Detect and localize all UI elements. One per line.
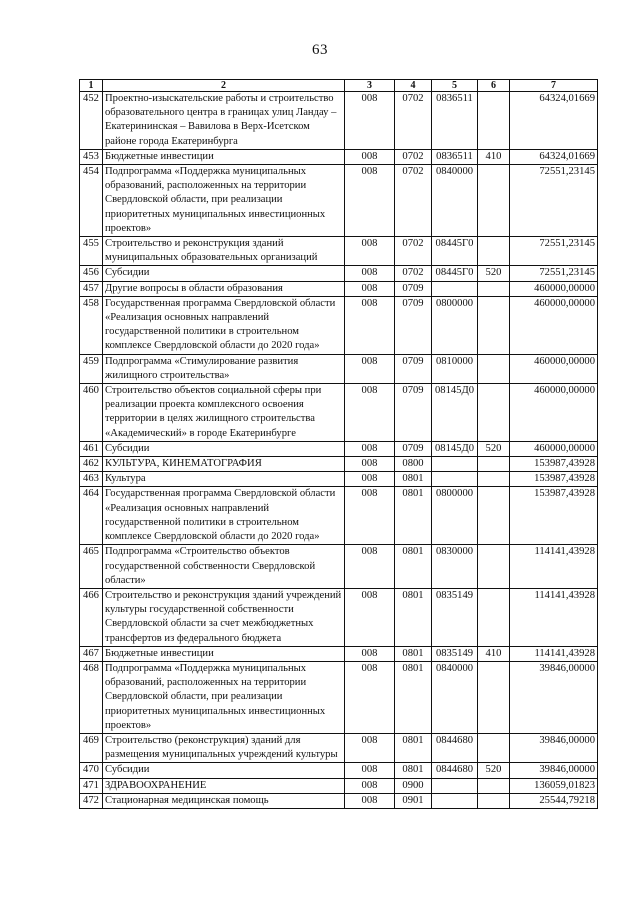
row-code-5: 08145Д0 (432, 384, 478, 442)
row-name: Субсидии (103, 441, 345, 456)
table-row (80, 266, 598, 281)
row-number: 460 (80, 384, 103, 442)
row-code-6 (478, 487, 510, 545)
row-number: 454 (80, 165, 103, 237)
row-name: Бюджетные инвестиции (103, 646, 345, 661)
row-name: Проектно-изыскательские работы и строительство образовательного центра в границах улиц Ландау – Екатерининская – Вавилова в Верх-Исетском районе города Екатеринбурга (103, 92, 345, 150)
row-code-6 (478, 733, 510, 762)
table-header (80, 80, 598, 92)
row-code-3: 008 (345, 354, 395, 383)
row-code-4: 0702 (395, 149, 432, 164)
header-col-6: 6 (478, 80, 510, 92)
row-name: Культура (103, 472, 345, 487)
row-code-5: 08445Г0 (432, 237, 478, 266)
row-code-5: 0835149 (432, 588, 478, 646)
row-code-6 (478, 92, 510, 150)
row-code-3: 008 (345, 266, 395, 281)
table-row (80, 457, 598, 472)
row-code-5: 0836511 (432, 149, 478, 164)
row-code-4: 0801 (395, 661, 432, 733)
row-amount: 64324,01669 (510, 149, 598, 164)
row-number: 465 (80, 545, 103, 589)
row-number: 468 (80, 661, 103, 733)
row-number: 452 (80, 92, 103, 150)
row-name: Подпрограмма «Строительство объектов государственной собственности Свердловской области» (103, 545, 345, 589)
header-col-3: 3 (345, 80, 395, 92)
row-code-4: 0709 (395, 281, 432, 296)
row-amount: 72551,23145 (510, 266, 598, 281)
row-code-5: 0844680 (432, 733, 478, 762)
row-code-5: 0810000 (432, 354, 478, 383)
row-name: КУЛЬТУРА, КИНЕМАТОГРАФИЯ (103, 457, 345, 472)
row-name: Строительство и реконструкция зданий муниципальных образовательных организаций (103, 237, 345, 266)
row-code-5: 0840000 (432, 165, 478, 237)
row-code-3: 008 (345, 384, 395, 442)
row-code-4: 0801 (395, 545, 432, 589)
table-row (80, 661, 598, 733)
row-code-3: 008 (345, 296, 395, 354)
row-amount: 39846,00000 (510, 763, 598, 778)
row-code-6 (478, 165, 510, 237)
row-code-6: 410 (478, 149, 510, 164)
row-code-5: 0800000 (432, 296, 478, 354)
row-amount: 460000,00000 (510, 384, 598, 442)
row-name: Строительство объектов социальной сферы при реализации проекта комплексного освоения территории в целях жилищного строительства «Академический» в городе Екатеринбурге (103, 384, 345, 442)
row-amount: 72551,23145 (510, 237, 598, 266)
row-name: Подпрограмма «Стимулирование развития жилищного строительства» (103, 354, 345, 383)
page-number: 63 (312, 42, 328, 58)
table-row (80, 793, 598, 808)
row-code-3: 008 (345, 457, 395, 472)
row-number: 453 (80, 149, 103, 164)
row-code-6: 520 (478, 763, 510, 778)
table-row (80, 588, 598, 646)
row-amount: 153987,43928 (510, 487, 598, 545)
row-name: Государственная программа Свердловской области «Реализация основных направлений государственной политики в строительном комплексе Свердловской области до 2020 года» (103, 487, 345, 545)
row-name: Строительство и реконструкция зданий учреждений культуры государственной собственности Свердловской области за счет межбюджетных трансфертов из федерального бюджета (103, 588, 345, 646)
table-row (80, 296, 598, 354)
header-col-4: 4 (395, 80, 432, 92)
row-code-3: 008 (345, 237, 395, 266)
row-code-6: 410 (478, 646, 510, 661)
row-code-6 (478, 793, 510, 808)
row-code-3: 008 (345, 545, 395, 589)
row-code-5 (432, 793, 478, 808)
header-col-2: 2 (103, 80, 345, 92)
row-name: Другие вопросы в области образования (103, 281, 345, 296)
row-code-6 (478, 661, 510, 733)
row-amount: 460000,00000 (510, 281, 598, 296)
row-code-4: 0709 (395, 296, 432, 354)
budget-table (79, 79, 598, 809)
row-number: 462 (80, 457, 103, 472)
row-code-3: 008 (345, 661, 395, 733)
row-code-3: 008 (345, 763, 395, 778)
row-code-3: 008 (345, 149, 395, 164)
row-amount: 114141,43928 (510, 588, 598, 646)
table-row (80, 646, 598, 661)
row-amount: 460000,00000 (510, 296, 598, 354)
row-amount: 39846,00000 (510, 661, 598, 733)
row-number: 472 (80, 793, 103, 808)
row-code-4: 0800 (395, 457, 432, 472)
table-row (80, 487, 598, 545)
table-row (80, 545, 598, 589)
row-number: 461 (80, 441, 103, 456)
row-number: 457 (80, 281, 103, 296)
table-row (80, 472, 598, 487)
row-code-3: 008 (345, 281, 395, 296)
row-code-6 (478, 384, 510, 442)
header-col-1: 1 (80, 80, 103, 92)
row-amount: 64324,01669 (510, 92, 598, 150)
row-code-4: 0901 (395, 793, 432, 808)
row-code-6 (478, 545, 510, 589)
row-name: Строительство (реконструкция) зданий для размещения муниципальных учреждений культуры (103, 733, 345, 762)
row-code-3: 008 (345, 778, 395, 793)
row-number: 459 (80, 354, 103, 383)
row-number: 455 (80, 237, 103, 266)
row-amount: 460000,00000 (510, 354, 598, 383)
row-code-4: 0709 (395, 354, 432, 383)
row-code-5 (432, 472, 478, 487)
row-code-5: 08145Д0 (432, 441, 478, 456)
row-code-4: 0801 (395, 733, 432, 762)
row-code-6 (478, 237, 510, 266)
row-number: 458 (80, 296, 103, 354)
row-code-5: 08445Г0 (432, 266, 478, 281)
row-name: Подпрограмма «Поддержка муниципальных образований, расположенных на территории Свердловской области, при реализации приоритетных муниципальных инвестиционных проектов» (103, 165, 345, 237)
row-code-6 (478, 457, 510, 472)
row-amount: 114141,43928 (510, 646, 598, 661)
row-number: 467 (80, 646, 103, 661)
row-code-3: 008 (345, 733, 395, 762)
row-code-5: 0830000 (432, 545, 478, 589)
row-code-3: 008 (345, 472, 395, 487)
row-code-3: 008 (345, 646, 395, 661)
row-number: 463 (80, 472, 103, 487)
row-code-6: 520 (478, 441, 510, 456)
table-row (80, 237, 598, 266)
row-amount: 72551,23145 (510, 165, 598, 237)
row-name: Субсидии (103, 763, 345, 778)
row-amount: 39846,00000 (510, 733, 598, 762)
row-code-4: 0801 (395, 472, 432, 487)
row-code-5 (432, 778, 478, 793)
table-row (80, 149, 598, 164)
row-code-6 (478, 281, 510, 296)
row-code-3: 008 (345, 793, 395, 808)
row-code-4: 0900 (395, 778, 432, 793)
row-code-6 (478, 778, 510, 793)
table-row (80, 165, 598, 237)
row-name: Государственная программа Свердловской области «Реализация основных направлений государственной политики в строительном комплексе Свердловской области до 2020 года» (103, 296, 345, 354)
table-body (80, 92, 598, 809)
table-row (80, 778, 598, 793)
row-number: 464 (80, 487, 103, 545)
row-number: 466 (80, 588, 103, 646)
table-row (80, 733, 598, 762)
row-code-4: 0709 (395, 441, 432, 456)
row-code-6 (478, 588, 510, 646)
row-code-3: 008 (345, 165, 395, 237)
row-amount: 153987,43928 (510, 457, 598, 472)
row-number: 471 (80, 778, 103, 793)
row-code-3: 008 (345, 487, 395, 545)
row-code-4: 0709 (395, 384, 432, 442)
table-row (80, 384, 598, 442)
row-code-4: 0801 (395, 763, 432, 778)
row-code-4: 0702 (395, 92, 432, 150)
row-code-3: 008 (345, 92, 395, 150)
row-amount: 114141,43928 (510, 545, 598, 589)
row-number: 470 (80, 763, 103, 778)
row-code-4: 0801 (395, 646, 432, 661)
row-code-5: 0800000 (432, 487, 478, 545)
row-code-3: 008 (345, 441, 395, 456)
row-code-5 (432, 457, 478, 472)
table-row (80, 92, 598, 150)
row-code-5: 0844680 (432, 763, 478, 778)
row-code-5 (432, 281, 478, 296)
row-code-3: 008 (345, 588, 395, 646)
row-code-4: 0801 (395, 588, 432, 646)
row-code-5: 0836511 (432, 92, 478, 150)
table-row (80, 281, 598, 296)
row-code-5: 0835149 (432, 646, 478, 661)
table-row (80, 441, 598, 456)
row-code-6 (478, 354, 510, 383)
row-code-4: 0702 (395, 266, 432, 281)
row-name: Стационарная медицинская помощь (103, 793, 345, 808)
row-amount: 153987,43928 (510, 472, 598, 487)
row-amount: 460000,00000 (510, 441, 598, 456)
row-code-6 (478, 472, 510, 487)
row-number: 456 (80, 266, 103, 281)
row-code-6: 520 (478, 266, 510, 281)
row-name: Бюджетные инвестиции (103, 149, 345, 164)
table-row (80, 354, 598, 383)
row-amount: 25544,79218 (510, 793, 598, 808)
row-code-4: 0702 (395, 237, 432, 266)
table-row (80, 763, 598, 778)
row-code-6 (478, 296, 510, 354)
row-name: Подпрограмма «Поддержка муниципальных образований, расположенных на территории Свердловской области, при реализации приоритетных муниципальных инвестиционных проектов» (103, 661, 345, 733)
header-col-5: 5 (432, 80, 478, 92)
header-col-7: 7 (510, 80, 598, 92)
row-number: 469 (80, 733, 103, 762)
row-name: Субсидии (103, 266, 345, 281)
row-name: ЗДРАВООХРАНЕНИЕ (103, 778, 345, 793)
row-code-5: 0840000 (432, 661, 478, 733)
row-code-4: 0801 (395, 487, 432, 545)
row-amount: 136059,01823 (510, 778, 598, 793)
row-code-4: 0702 (395, 165, 432, 237)
